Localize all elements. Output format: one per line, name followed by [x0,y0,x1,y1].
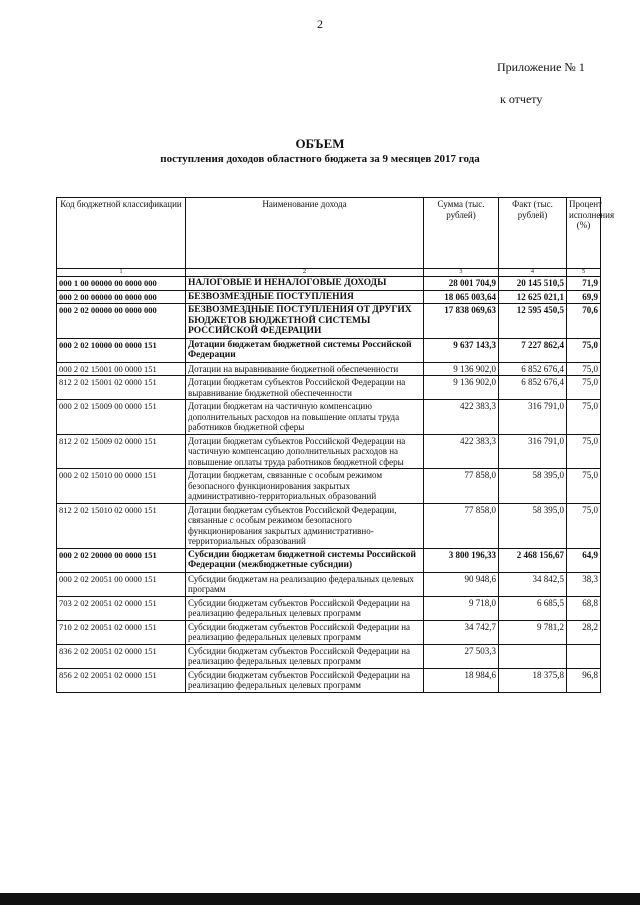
report-label: к отчету [500,92,543,106]
table-row [57,469,601,504]
cell-sum: 9 136 902,0 [424,376,499,400]
cell-percent: 96,8 [567,668,601,692]
cell-percent: 68,8 [567,596,601,620]
cell-sum: 18 065 003,64 [424,290,499,304]
cell-code: 703 2 02 20051 02 0000 151 [57,596,186,620]
cell-code: 812 2 02 15001 02 0000 151 [57,376,186,400]
table-row [57,304,601,339]
column-index: 3 [424,269,499,277]
cell-sum: 18 984,6 [424,668,499,692]
cell-fact: 34 842,5 [499,572,567,596]
cell-name: Субсидии бюджетам субъектов Российской Федерации на реализацию федеральных целевых программ [186,620,424,644]
table-row [57,596,601,620]
cell-percent: 75,0 [567,338,601,362]
column-index: 2 [186,269,424,277]
table-row [57,620,601,644]
header-code: Код бюджетной классификации [57,198,186,269]
header-name: Наименование дохода [186,198,424,269]
cell-code: 000 2 02 15010 00 0000 151 [57,469,186,504]
cell-code: 000 2 02 00000 00 0000 000 [57,304,186,339]
cell-fact: 2 468 156,67 [499,548,567,572]
cell-sum: 90 948,6 [424,572,499,596]
table-row [57,644,601,668]
table-row [57,376,601,400]
cell-sum: 34 742,7 [424,620,499,644]
cell-percent: 75,0 [567,434,601,469]
column-index-row [57,269,601,277]
table-row [57,400,601,435]
cell-name: НАЛОГОВЫЕ И НЕНАЛОГОВЫЕ ДОХОДЫ [186,277,424,291]
cell-code: 812 2 02 15010 02 0000 151 [57,503,186,548]
cell-fact: 9 781,2 [499,620,567,644]
cell-sum: 77 858,0 [424,469,499,504]
cell-percent [567,644,601,668]
header-sum: Сумма (тыс. рублей) [424,198,499,269]
cell-sum: 28 001 704,9 [424,277,499,291]
header-percent: Процент исполнения (%) [567,198,601,269]
cell-fact: 20 145 510,5 [499,277,567,291]
cell-name: Дотации бюджетам субъектов Российской Федерации на частичную компенсацию дополнительных расходов на повышение оплаты труда работников бюджетной сферы [186,434,424,469]
cell-fact: 12 595 450,5 [499,304,567,339]
cell-name: БЕЗВОЗМЕЗДНЫЕ ПОСТУПЛЕНИЯ ОТ ДРУГИХ БЮДЖЕТОВ БЮДЖЕТНОЙ СИСТЕМЫ РОССИЙСКОЙ ФЕДЕРАЦИИ [186,304,424,339]
header-fact: Факт (тыс. рублей) [499,198,567,269]
cell-name: Дотации бюджетам субъектов Российской Федерации, связанные с особым режимом безопасного функционирования закрытых административно-территориальных образований [186,503,424,548]
cell-sum: 9 637 143,3 [424,338,499,362]
table-header-row [57,198,601,269]
cell-name: Субсидии бюджетам субъектов Российской Федерации на реализацию федеральных целевых программ [186,668,424,692]
cell-percent: 28,2 [567,620,601,644]
cell-fact: 18 375,8 [499,668,567,692]
cell-code: 000 2 02 15001 00 0000 151 [57,362,186,376]
document-subtitle: поступления доходов областного бюджета за 9 месяцев 2017 года [160,153,480,165]
cell-sum: 3 800 196,33 [424,548,499,572]
cell-sum: 77 858,0 [424,503,499,548]
cell-fact: 6 852 676,4 [499,362,567,376]
cell-sum: 27 503,3 [424,644,499,668]
cell-fact: 6 685,5 [499,596,567,620]
cell-percent: 75,0 [567,376,601,400]
table-row [57,277,601,291]
document-title: ОБЪЕМ [295,136,345,151]
cell-name: Дотации бюджетам на частичную компенсацию дополнительных расходов на повышение оплаты труда работников бюджетной сферы [186,400,424,435]
table-row [57,503,601,548]
column-index: 1 [57,269,186,277]
appendix-label: Приложение № 1 [497,60,585,74]
cell-percent: 75,0 [567,362,601,376]
cell-sum: 17 838 069,63 [424,304,499,339]
cell-sum: 9 136 902,0 [424,362,499,376]
cell-code: 836 2 02 20051 02 0000 151 [57,644,186,668]
cell-percent: 69,9 [567,290,601,304]
cell-fact: 12 625 021,1 [499,290,567,304]
cell-fact: 58 395,0 [499,503,567,548]
table-row [57,668,601,692]
cell-name: Дотации на выравнивание бюджетной обеспеченности [186,362,424,376]
table-row [57,572,601,596]
column-index: 4 [499,269,567,277]
cell-percent: 71,9 [567,277,601,291]
table-row [57,362,601,376]
cell-code: 000 2 00 00000 00 0000 000 [57,290,186,304]
revenue-table [56,197,615,693]
cell-fact: 7 227 862,4 [499,338,567,362]
cell-name: Субсидии бюджетам субъектов Российской Федерации на реализацию федеральных целевых программ [186,644,424,668]
cell-sum: 422 383,3 [424,400,499,435]
cell-code: 710 2 02 20051 02 0000 151 [57,620,186,644]
page-number: 2 [317,17,323,31]
scan-bottom-edge [0,893,640,905]
cell-code: 000 2 02 10000 00 0000 151 [57,338,186,362]
cell-name: Субсидии бюджетам на реализацию федеральных целевых программ [186,572,424,596]
cell-fact: 316 791,0 [499,434,567,469]
cell-fact: 6 852 676,4 [499,376,567,400]
table-row [57,338,601,362]
table-row [57,434,601,469]
cell-code: 000 2 02 20000 00 0000 151 [57,548,186,572]
cell-code: 000 1 00 00000 00 0000 000 [57,277,186,291]
cell-name: Дотации бюджетам бюджетной системы Российской Федерации [186,338,424,362]
cell-sum: 9 718,0 [424,596,499,620]
cell-percent: 70,6 [567,304,601,339]
cell-name: Дотации бюджетам субъектов Российской Федерации на выравнивание бюджетной обеспеченности [186,376,424,400]
cell-code: 812 2 02 15009 02 0000 151 [57,434,186,469]
table-row [57,548,601,572]
cell-fact [499,644,567,668]
cell-percent: 75,0 [567,469,601,504]
cell-name: Субсидии бюджетам бюджетной системы Российской Федерации (межбюджетные субсидии) [186,548,424,572]
cell-name: Субсидии бюджетам субъектов Российской Федерации на реализацию федеральных целевых программ [186,596,424,620]
cell-code: 000 2 02 15009 00 0000 151 [57,400,186,435]
cell-percent: 64,9 [567,548,601,572]
cell-fact: 58 395,0 [499,469,567,504]
cell-fact: 316 791,0 [499,400,567,435]
cell-code: 856 2 02 20051 02 0000 151 [57,668,186,692]
cell-percent: 75,0 [567,400,601,435]
cell-name: Дотации бюджетам, связанные с особым режимом безопасного функционирования закрытых административно-территориальных образований [186,469,424,504]
cell-percent: 38,3 [567,572,601,596]
cell-percent: 75,0 [567,503,601,548]
table-body [57,277,601,693]
cell-code: 000 2 02 20051 00 0000 151 [57,572,186,596]
cell-name: БЕЗВОЗМЕЗДНЫЕ ПОСТУПЛЕНИЯ [186,290,424,304]
cell-sum: 422 383,3 [424,434,499,469]
column-index: 5 [567,269,601,277]
table-row [57,290,601,304]
